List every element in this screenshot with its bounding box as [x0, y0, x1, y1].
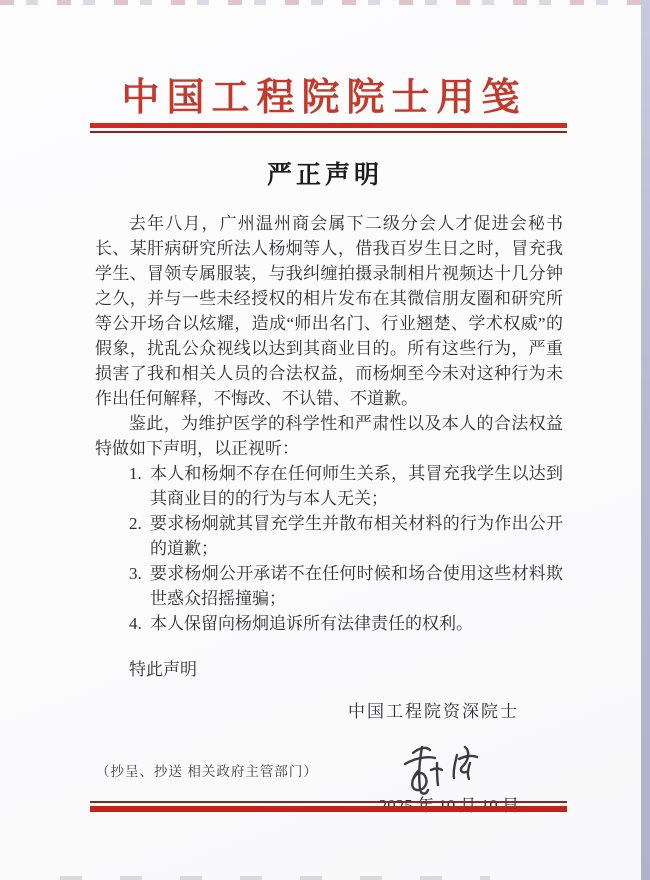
statement-list-item-3 — [95, 561, 563, 611]
page-edge-shadow — [641, 0, 650, 880]
statement-list-item-4 — [95, 611, 563, 636]
list-item-text: 要求杨炯公开承诺不在任何时候和场合使用这些材料欺世惑众招摇撞骗； — [150, 564, 563, 608]
letterhead-title: 中国工程院院士用笺 — [121, 77, 527, 119]
list-item-number: 2. — [129, 514, 142, 533]
footer-rule — [90, 801, 567, 812]
cc-note: （抄呈、抄送 相关政府主管部门） — [96, 764, 318, 779]
statement-list-item-1 — [95, 461, 563, 511]
list-item-text: 本人保留向杨炯追诉所有法律责任的权利。 — [150, 614, 473, 633]
list-item-text: 本人和杨炯不存在任何师生关系，其冒充我学生以达到其商业目的的行为与本人无关； — [150, 464, 563, 508]
list-item-number: 3. — [129, 564, 142, 583]
statement-body — [95, 211, 563, 835]
list-item-number: 1. — [129, 464, 142, 483]
top-crop-artifact — [0, 0, 641, 5]
statement-list-item-2 — [95, 511, 563, 561]
signer-title: 中国工程院资深院士 — [348, 702, 519, 721]
list-item-text: 要求杨炯就其冒充学生并散布相关材料的行为作出公开的道歉； — [150, 514, 563, 558]
statement-paragraph-1: 去年八月，广州温州商会属下二级分会人才促进会秘书长、某肝病研究所法人杨炯等人，借我百岁生日之时，冒充我学生、冒领专属服装，与我纠缠拍摄录制相片视频达十几分钟之久，并与一些未经授权的相片发布在其微信朋友圈和研究所等公开场合以炫耀，造成“师出名门、行业翘楚、学术权威”的假象，扰乱公众视线以达到其商业目的。所有这些行为，严重损害了我和相关人员的合法权益，而杨炯至今未对这种行为未作出任何解释，不悔改、不认错、不道歉。 — [95, 214, 563, 408]
bottom-crop-artifact — [60, 876, 490, 880]
statement-paragraph-2: 鉴此，为维护医学的科学性和严肃性以及本人的合法权益特做如下声明，以正视听： — [95, 414, 563, 458]
statement-list — [95, 461, 563, 636]
handwritten-signature-icon — [395, 743, 491, 801]
closing-line: 特此声明 — [129, 660, 197, 679]
letterhead-rule — [90, 123, 567, 133]
list-item-number: 4. — [129, 614, 142, 633]
statement-title: 严正声明 — [266, 162, 383, 189]
